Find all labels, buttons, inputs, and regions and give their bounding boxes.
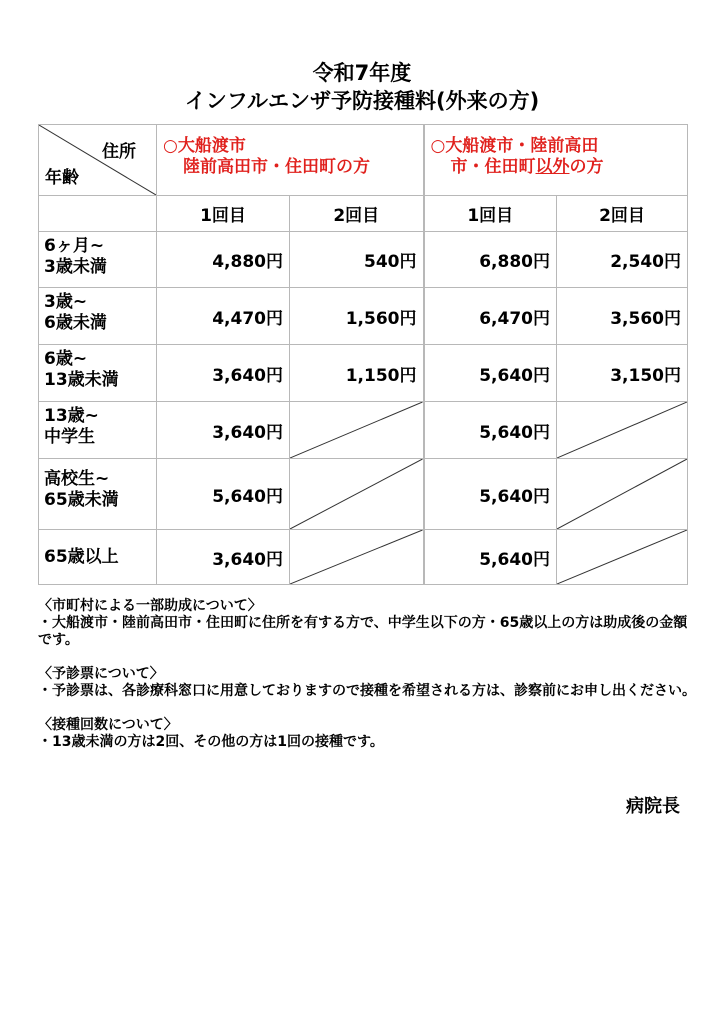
price-cell: 540円	[290, 232, 424, 288]
note-body: ・予診票は、各診療科窓口に用意しておりますので接種を希望される方は、診察前にお申し出ください。	[38, 683, 696, 699]
dose-header: 1回目	[424, 196, 557, 232]
age-cell: 3歳~ 6歳未満	[39, 288, 157, 345]
table-row	[39, 402, 688, 459]
not-applicable-cell	[557, 530, 688, 585]
region-a-header: ○大船渡市 陸前高田市・住田町の方	[157, 125, 424, 196]
price-cell: 5,640円	[157, 459, 290, 530]
dose-header: 1回目	[157, 196, 290, 232]
header-age: 年齢	[45, 168, 79, 188]
price-cell: 1,150円	[290, 345, 424, 402]
note-body: ・13歳未満の方は2回、その他の方は1回の接種です。	[38, 734, 384, 750]
price-cell: 5,640円	[424, 402, 557, 459]
price-cell: 4,880円	[157, 232, 290, 288]
table-row	[39, 459, 688, 530]
diagonal-slash	[290, 459, 423, 529]
region-b-header: ○大船渡市・陸前高田 市・住田町以外の方	[424, 125, 688, 196]
header-address: 住所	[102, 142, 136, 162]
age-cell: 6ヶ月~ 3歳未満	[39, 232, 157, 288]
age-cell: 65歳以上	[39, 530, 157, 585]
not-applicable-cell	[290, 530, 424, 585]
not-applicable-cell	[290, 402, 424, 459]
price-cell: 6,880円	[424, 232, 557, 288]
price-cell: 3,640円	[157, 345, 290, 402]
price-cell: 4,470円	[157, 288, 290, 345]
price-cell: 6,470円	[424, 288, 557, 345]
dose-header: 2回目	[557, 196, 688, 232]
age-cell: 6歳~ 13歳未満	[39, 345, 157, 402]
signature: 病院長	[626, 796, 680, 817]
dose-header: 2回目	[290, 196, 424, 232]
vaccination-fee-table	[38, 124, 688, 585]
price-cell: 3,560円	[557, 288, 688, 345]
underline-outside: 以外	[535, 157, 570, 177]
diagonal-slash	[290, 530, 423, 584]
price-cell: 1,560円	[290, 288, 424, 345]
page-title-year: 令和7年度	[312, 61, 412, 85]
not-applicable-cell	[290, 459, 424, 530]
table-row	[39, 530, 688, 585]
diagonal-slash	[557, 530, 687, 584]
price-cell: 5,640円	[424, 345, 557, 402]
price-cell: 5,640円	[424, 459, 557, 530]
price-cell: 2,540円	[557, 232, 688, 288]
diagonal-slash	[290, 402, 423, 458]
page-title: インフルエンザ予防接種料(外来の方)	[184, 89, 540, 113]
table-row	[39, 345, 688, 402]
note-heading: 〈市町村による一部助成について〉	[38, 598, 262, 614]
note-heading: 〈予診票について〉	[38, 666, 164, 682]
note-body: ・大船渡市・陸前高田市・住田町に住所を有する方で、中学生以下の方・65歳以上の方は助成後の金額です。	[38, 615, 688, 648]
age-cell: 高校生~ 65歳未満	[39, 459, 157, 530]
diagonal-slash	[557, 459, 687, 529]
table-row	[39, 232, 688, 288]
not-applicable-cell	[557, 402, 688, 459]
price-cell: 3,150円	[557, 345, 688, 402]
notes-section	[38, 598, 698, 768]
note-heading: 〈接種回数について〉	[38, 717, 178, 733]
price-cell: 3,640円	[157, 402, 290, 459]
price-cell: 5,640円	[424, 530, 557, 585]
empty-header-cell	[39, 196, 157, 232]
not-applicable-cell	[557, 459, 688, 530]
table-corner-header	[39, 125, 157, 196]
age-cell: 13歳~ 中学生	[39, 402, 157, 459]
table-row	[39, 288, 688, 345]
diagonal-slash	[557, 402, 687, 458]
price-cell: 3,640円	[157, 530, 290, 585]
